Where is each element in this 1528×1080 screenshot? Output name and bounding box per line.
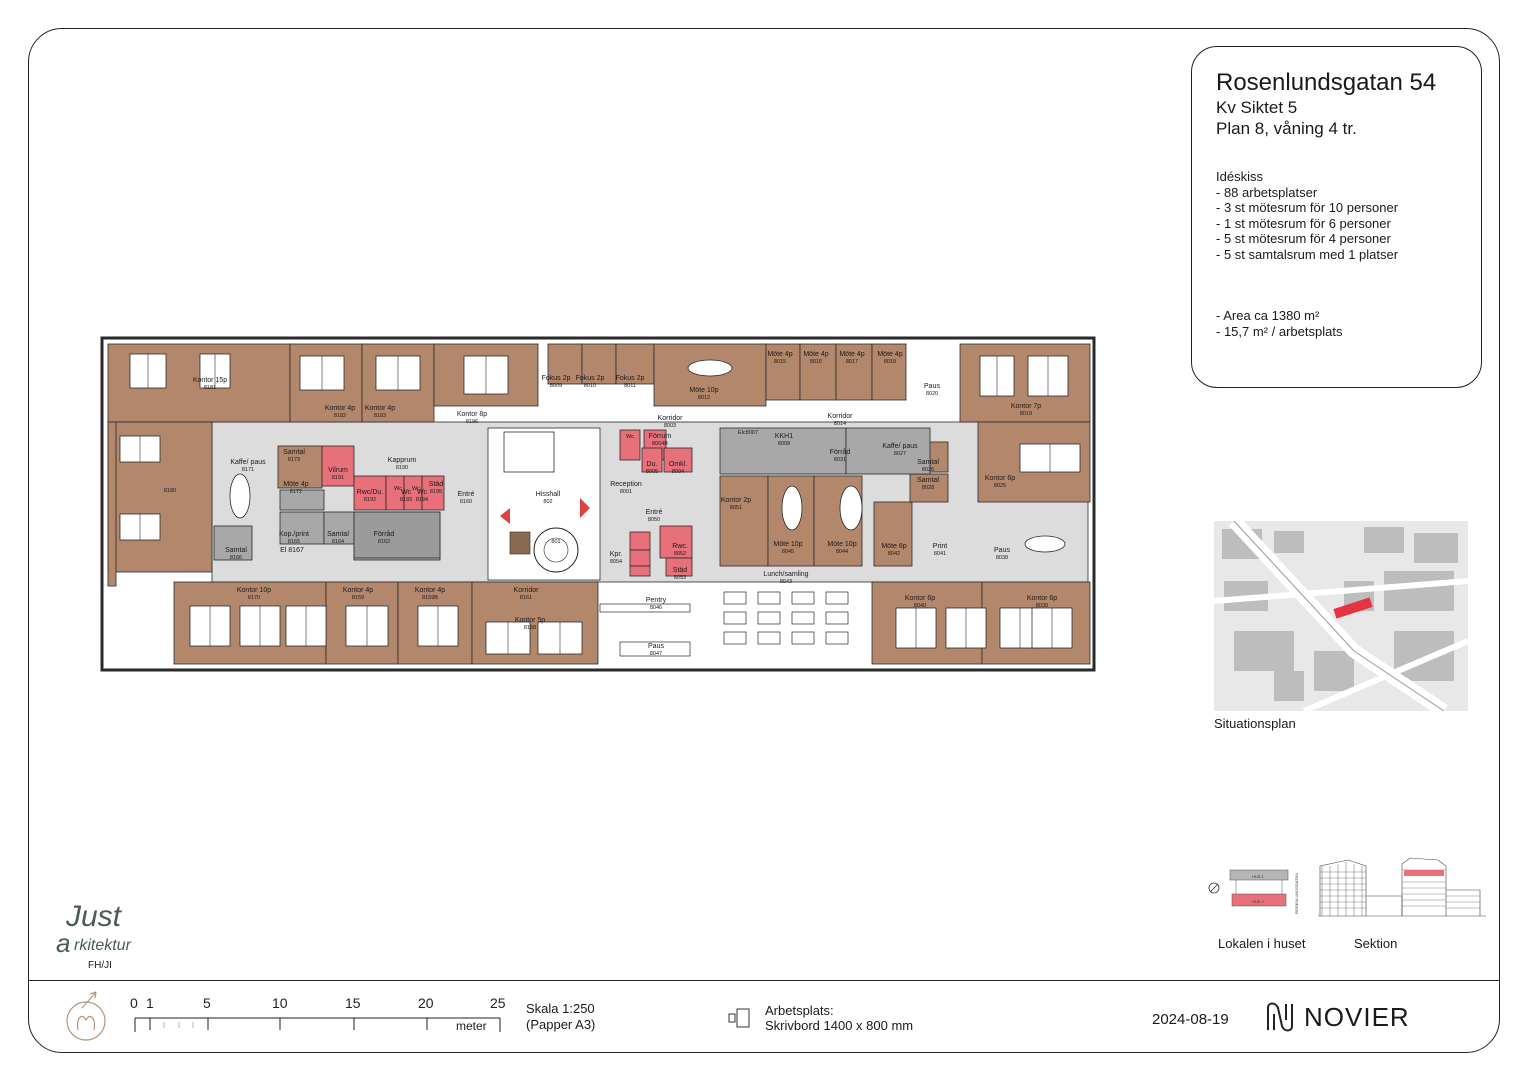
sketch-info xyxy=(1216,169,1481,262)
room-id-label: 8183 xyxy=(373,413,387,419)
room-name-label: Paus xyxy=(648,643,664,650)
scale-tick-label: 25 xyxy=(490,995,506,1011)
room-id-label: 8181 xyxy=(203,385,217,391)
room-id-label: 8005 xyxy=(645,469,659,475)
room-name-label: Kontor 15p xyxy=(192,377,228,384)
room-name-label: Städ xyxy=(672,567,688,574)
room-extra-label: Wc xyxy=(412,486,420,492)
room-name-label: Vilrum xyxy=(328,467,348,474)
room-name-label: Wc xyxy=(416,489,428,496)
room-id-label: 8014 xyxy=(833,421,847,427)
building-location-diagram xyxy=(1202,856,1312,918)
room-name-label: Rwc/Du. xyxy=(356,489,384,496)
scale-unit: meter xyxy=(456,1019,487,1033)
room-id-label: 8011 xyxy=(624,383,636,389)
room-name-label: Möte 4p xyxy=(767,351,793,358)
service-room xyxy=(846,428,930,474)
scale-tick-label: 20 xyxy=(418,995,434,1011)
service-room xyxy=(280,512,324,544)
room-id-label: 8166 xyxy=(229,555,243,561)
north-arrow-icon xyxy=(62,988,112,1048)
room-id-label: 8194 xyxy=(415,497,429,503)
room-id-label: 8001 xyxy=(619,489,633,495)
wet-room xyxy=(630,550,650,566)
title-block xyxy=(1191,46,1482,388)
room-name-label: Kontor 10p xyxy=(236,587,272,594)
room-id-label: 8004 xyxy=(671,469,685,475)
room-id-label: 8009 xyxy=(549,383,563,389)
meeting-table xyxy=(840,486,862,530)
room-id-label: 8050 xyxy=(647,517,661,523)
sketch-heading: Idéskiss xyxy=(1216,169,1263,184)
stair-circle xyxy=(534,528,578,572)
room-name-label: Kontor 2p xyxy=(720,497,752,504)
room-name-label: Korridor xyxy=(657,415,683,422)
room-id-label: 8028 xyxy=(921,485,935,491)
room-id-label: 8040 xyxy=(913,603,927,609)
room-id-label: 8044 xyxy=(835,549,849,555)
room-name-label: Paus xyxy=(994,547,1010,554)
meeting-table xyxy=(688,360,732,376)
room-name-label: Möte 4p xyxy=(283,481,309,488)
room-name-label: Samtal xyxy=(917,477,939,484)
lunch-table xyxy=(724,612,746,624)
room-name-label: Förråd xyxy=(373,531,395,538)
room-name-label: Möte 10p xyxy=(827,541,857,548)
room-id-label: 8195 xyxy=(429,489,443,495)
room-id-label: 8180 xyxy=(163,488,177,494)
room-id-label: 8019 xyxy=(1019,411,1033,417)
house1-label: HUS 1 xyxy=(1252,874,1264,879)
meeting-table xyxy=(230,474,250,518)
room-id-label: 8192 xyxy=(363,497,377,503)
room-name-label: Print xyxy=(932,543,948,550)
room-id-label: 8165 xyxy=(287,539,301,545)
room-name-label: Kpr. xyxy=(609,551,623,558)
room-name-label: Samtal xyxy=(327,531,349,538)
room-name-label: Kop./print xyxy=(279,531,309,538)
room-name-label: Entré xyxy=(645,509,663,516)
scale-info xyxy=(526,1001,595,1033)
scale-tick-label: 15 xyxy=(345,995,361,1011)
sketch-item: - 5 st samtalsrum med 1 platser xyxy=(1216,246,1399,262)
office-room xyxy=(108,422,116,586)
room-id-label: 8052 xyxy=(673,551,687,557)
scale-tick-label: 10 xyxy=(272,995,288,1011)
situation-label: Situationsplan xyxy=(1214,716,1296,731)
room-id-label: 8031 xyxy=(833,457,847,463)
room-id-label: 8161 xyxy=(519,595,533,601)
room-name-label: Möte 10p xyxy=(773,541,803,548)
brand-name: NOVIER xyxy=(1304,1002,1410,1032)
room-name-label: KKH1 xyxy=(774,433,794,440)
wet-room xyxy=(630,566,650,576)
house2-label: HUS 2 xyxy=(1252,899,1264,904)
lunch-table xyxy=(724,632,746,644)
sketch-item: - 5 st mötesrum för 4 personer xyxy=(1216,231,1391,246)
room-id-label: 8027 xyxy=(893,451,907,457)
property-name: Kv Siktet 5 xyxy=(1216,98,1298,117)
room-id-label: 8041 xyxy=(933,551,947,557)
room-id-label: 8162 xyxy=(377,539,391,545)
room-id-label: 8173 xyxy=(287,457,301,463)
room-id-label: 8018 xyxy=(883,359,897,365)
footer-divider xyxy=(28,980,1500,981)
room-name-label: Städ xyxy=(428,481,444,488)
room-name-label: Fokus 2p xyxy=(575,375,605,382)
room-id-label: 8158 xyxy=(523,625,537,631)
floor-label: Plan 8, våning 4 tr. xyxy=(1216,119,1357,138)
room-name-label: Kontor 8p xyxy=(456,411,488,418)
workplace-desc: Skrivbord 1400 x 800 mm xyxy=(765,1018,914,1033)
room-id-label: 8045 xyxy=(781,549,795,555)
elevator-cab xyxy=(510,532,530,554)
room-name-label: Pentry xyxy=(645,597,667,604)
room-id-label: 8190 xyxy=(395,465,409,471)
room-id-label: 8182 xyxy=(333,413,347,419)
sketch-item: - 1 st mötesrum för 6 personer xyxy=(1216,215,1391,231)
room-name-label: El 8167 xyxy=(280,547,304,554)
room-id-label: 8004B xyxy=(652,441,668,447)
lunch-table xyxy=(758,592,780,604)
room-id-label: 8008 xyxy=(777,441,791,447)
paper-size: (Papper A3) xyxy=(526,1017,596,1032)
room-id-label: 8042 xyxy=(887,551,901,557)
room-name-label: Kontor 7p xyxy=(1010,403,1042,410)
office-room xyxy=(720,476,768,566)
room-extra-label: 801 xyxy=(551,539,561,545)
meeting-table xyxy=(1025,536,1065,552)
room-name-label: Möte 4p xyxy=(839,351,865,358)
room-id-label: 8020 xyxy=(925,391,939,397)
room-id-label: 8017 xyxy=(845,359,859,365)
room-name-label: Kontor 4p xyxy=(414,587,446,594)
svg-text:a: a xyxy=(56,928,71,958)
sketch-item: - 88 arbetsplatser xyxy=(1216,184,1318,200)
room-name-label: Fokus 2p xyxy=(615,375,645,382)
room-name-label: Korridor xyxy=(513,587,539,594)
novier-logo-icon xyxy=(1264,1000,1296,1034)
room-name-label: Kaffe/ paus xyxy=(882,443,918,450)
room-id-label: 8170 xyxy=(247,595,261,601)
lunch-table xyxy=(826,632,848,644)
room-id-label: 8171 xyxy=(241,467,255,473)
room-name-label: Kontor 4p xyxy=(364,405,396,412)
scale-tick-label: 1 xyxy=(146,995,154,1011)
room-name-label: Möte 4p xyxy=(877,351,903,358)
room-name-label: Lunch/samling xyxy=(763,571,809,578)
area-per-workplace: - 15,7 m² / arbetsplats xyxy=(1216,323,1343,339)
room-name-label: Wc xyxy=(400,489,412,496)
room-id-label: 802 xyxy=(543,499,553,505)
room-extra-label: Elc8007 xyxy=(738,430,758,436)
room-name-label: Samtal xyxy=(225,547,247,554)
section-highlight xyxy=(1404,870,1444,876)
room-id-label: 8164 xyxy=(331,539,345,545)
scale-tick-label: 5 xyxy=(203,995,211,1011)
room-id-label: 8016 xyxy=(809,359,823,365)
drafter-initials: FH/JI xyxy=(88,960,112,971)
room-name-label: Kontor 4p xyxy=(324,405,356,412)
pentry-counter xyxy=(600,604,690,612)
lunch-table xyxy=(758,632,780,644)
room-id-label: 8160 xyxy=(459,499,473,505)
room-name-label: Möte 4p xyxy=(803,351,829,358)
wet-room xyxy=(630,532,650,550)
room-id-label: 8159 xyxy=(351,595,365,601)
room-id-label: 8038 xyxy=(995,555,1009,561)
workplace-title: Arbetsplats: xyxy=(765,1003,834,1018)
room-name-label: Kontor 4p xyxy=(342,587,374,594)
svg-text:rkitektur: rkitektur xyxy=(74,937,131,954)
room-name-label: Möte 6p xyxy=(881,543,907,550)
room-name-label: Kontor 6p xyxy=(984,475,1016,482)
room-id-label: 8026 xyxy=(921,467,935,473)
street-label: ROSENLUNDSGATAN xyxy=(1294,873,1299,914)
room-name-label: Möte 10p xyxy=(689,387,719,394)
svg-text:Just: Just xyxy=(66,900,122,933)
room-id-label: 8015 xyxy=(773,359,787,365)
room-id-label: 8012 xyxy=(697,395,711,401)
lunch-table xyxy=(792,592,814,604)
room-name-label: Kapprum xyxy=(387,457,417,464)
room-id-label: 8172 xyxy=(289,489,303,495)
floor-plan xyxy=(100,336,1096,672)
room-name-label: Förråd xyxy=(829,449,851,456)
room-id-label: 8046 xyxy=(649,605,663,611)
location-caption: Lokalen i huset xyxy=(1218,936,1306,951)
room-name-label: Kaffe/ paus xyxy=(230,459,266,466)
section-caption: Sektion xyxy=(1354,936,1398,951)
scale-bar xyxy=(130,994,510,1036)
room-name-label: Entré xyxy=(457,491,475,498)
scale-ratio: Skala 1:250 xyxy=(526,1001,595,1016)
room-name-label: Samtal xyxy=(917,459,939,466)
room-id-label: 8053 xyxy=(673,575,687,581)
room-id-label: 8196 xyxy=(465,419,479,425)
situation-map xyxy=(1214,521,1468,711)
address: Rosenlundsgatan 54 xyxy=(1216,69,1437,96)
sketch-item: - 3 st mötesrum för 10 personer xyxy=(1216,200,1399,215)
meeting-table xyxy=(782,486,802,530)
room-name-label: Reception xyxy=(610,481,642,488)
room-extra-label: Wc xyxy=(394,486,402,492)
desk-icon xyxy=(727,1006,753,1030)
room-extra-label: Wc xyxy=(626,434,634,440)
area-info xyxy=(1216,308,1481,339)
room-id-label: 8010 xyxy=(583,383,597,389)
lunch-table xyxy=(826,612,848,624)
area-total: - Area ca 1380 m² xyxy=(1216,308,1320,323)
room-name-label: Hisshall xyxy=(535,491,561,498)
lunch-table xyxy=(826,592,848,604)
room-name-label: Kontor 6p xyxy=(904,595,936,602)
workplace-legend xyxy=(765,1003,913,1033)
room-id-label: 8191 xyxy=(331,475,345,481)
lunch-table xyxy=(792,632,814,644)
room-name-label: Du. xyxy=(646,461,658,468)
room-name-label: Rwc. xyxy=(672,543,688,550)
storage-room xyxy=(354,512,440,558)
section-diagram xyxy=(1318,856,1488,920)
room-name-label: Kontor 5p xyxy=(514,617,546,624)
room-id-label: 8047 xyxy=(649,651,663,657)
room-id-label: 8054 xyxy=(609,559,623,565)
room-name-label: Förrum xyxy=(648,433,672,440)
room-name-label: Paus xyxy=(924,383,940,390)
scale-tick-label: 0 xyxy=(130,995,138,1011)
plan-date: 2024-08-19 xyxy=(1152,1011,1229,1028)
room-id-label: 8003 xyxy=(663,423,677,429)
lunch-table xyxy=(758,612,780,624)
room-id-label: 8025 xyxy=(993,483,1007,489)
lunch-table xyxy=(792,612,814,624)
room-id-label: 8051 xyxy=(729,505,743,511)
room-id-label: 8043 xyxy=(779,579,793,585)
room-id-label: 8193 xyxy=(399,497,413,503)
room-name-label: Samtal xyxy=(283,449,305,456)
room-name-label: Korridor xyxy=(827,413,853,420)
room-name-label: Kontor 6p xyxy=(1026,595,1058,602)
room-id-label: 8039 xyxy=(1035,603,1049,609)
room-name-label: Omkl. xyxy=(668,461,688,468)
room-name-label: Fokus 2p xyxy=(541,375,571,382)
room-id-label: 8159B xyxy=(422,595,438,601)
lunch-table xyxy=(724,592,746,604)
